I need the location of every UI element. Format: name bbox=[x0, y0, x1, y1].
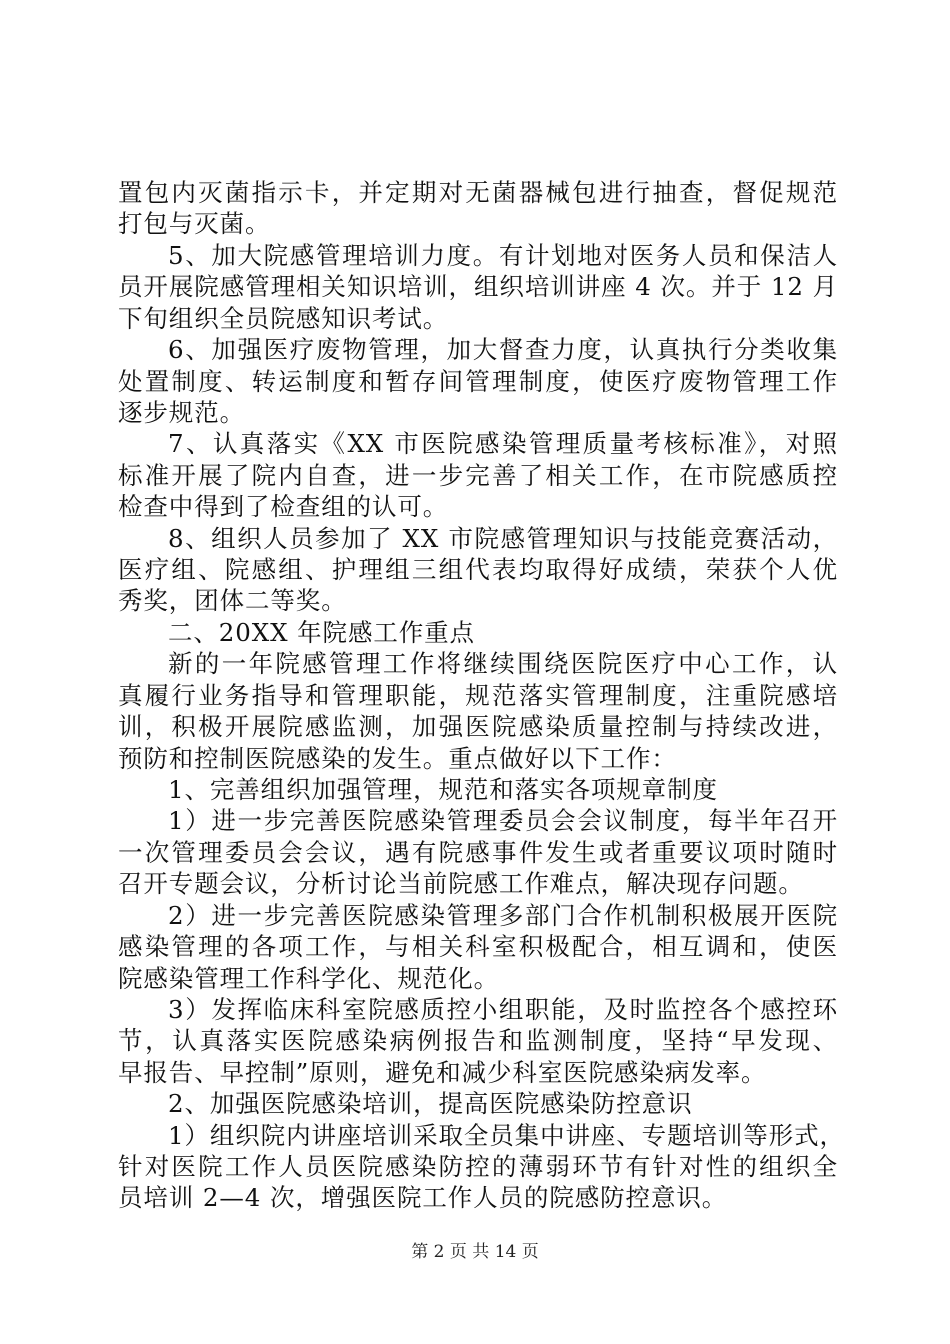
page-number-footer: 第 2 页 共 14 页 bbox=[411, 1242, 539, 1262]
paragraph-start: 5、加大院感管理培训力度。有计划地对医务人员和保洁人 bbox=[168, 241, 838, 270]
paragraph-start: 3）发挥临床科室院感质控小组职能，及时监控各个感控环 bbox=[168, 995, 838, 1024]
text-line: 标准开展了院内自查，进一步完善了相关工作，在市院感质控 bbox=[118, 461, 838, 490]
text-line: 打包与灭菌。 bbox=[118, 209, 271, 238]
text-line: 针对医院工作人员医院感染防控的薄弱环节有针对性的组织全 bbox=[118, 1152, 838, 1181]
paragraph-start: 8、组织人员参加了 XX 市院感管理知识与技能竞赛活动， bbox=[168, 524, 838, 553]
text-line: 处置制度、转运制度和暂存间管理制度，使医疗废物管理工作 bbox=[118, 367, 838, 396]
text-line: 医疗组、院感组、护理组三组代表均取得好成绩，荣获个人优 bbox=[118, 555, 838, 584]
section-heading: 二、20XX 年院感工作重点 bbox=[168, 618, 475, 647]
text-line: 置包内灭菌指示卡，并定期对无菌器械包进行抽查，督促规范 bbox=[118, 178, 838, 207]
text-line: 预防和控制医院感染的发生。重点做好以下工作： bbox=[118, 744, 677, 773]
paragraph-start: 1）组织院内讲座培训采取全员集中讲座、专题培训等形式， bbox=[168, 1121, 845, 1150]
text-line: 员开展院感管理相关知识培训，组织培训讲座 4 次。并于 12 月 bbox=[118, 272, 838, 301]
paragraph-start: 1）进一步完善医院感染管理委员会会议制度，每半年召开 bbox=[168, 806, 838, 835]
paragraph-start: 2）进一步完善医院感染管理多部门合作机制积极展开医院 bbox=[168, 901, 838, 930]
text-line: 召开专题会议，分析讨论当前院感工作难点，解决现存问题。 bbox=[118, 869, 804, 898]
paragraph-start: 6、加强医疗废物管理，加大督查力度，认真执行分类收集 bbox=[168, 335, 838, 364]
paragraph-start: 7、认真落实《XX 市医院感染管理质量考核标准》，对照 bbox=[168, 429, 838, 458]
text-line: 下旬组织全员院感知识考试。 bbox=[118, 304, 449, 333]
text-line: 一次管理委员会会议，遇有院感事件发生或者重要议项时随时 bbox=[118, 838, 838, 867]
text-line: 节，认真落实医院感染病例报告和监测制度，坚持“早发现、 bbox=[118, 1026, 838, 1055]
text-line: 感染管理的各项工作，与相关科室积极配合，相互调和，使医 bbox=[118, 932, 838, 961]
paragraph-start: 新的一年院感管理工作将继续围绕医院医疗中心工作，认 bbox=[168, 649, 838, 678]
text-line: 训，积极开展院感监测，加强医院感染质量控制与持续改进， bbox=[118, 712, 838, 741]
text-line: 逐步规范。 bbox=[118, 398, 245, 427]
text-line: 真履行业务指导和管理职能，规范落实管理制度，注重院感培 bbox=[118, 681, 838, 710]
text-line: 秀奖，团体二等奖。 bbox=[118, 586, 347, 615]
text-line: 院感染管理工作科学化、规范化。 bbox=[118, 964, 499, 993]
subsection-heading: 1、完善组织加强管理，规范和落实各项规章制度 bbox=[168, 775, 718, 804]
text-line: 检查中得到了检查组的认可。 bbox=[118, 492, 449, 521]
text-line: 员培训 2—4 次，增强医院工作人员的院感防控意识。 bbox=[118, 1183, 728, 1212]
subsection-heading: 2、加强医院感染培训，提高医院感染防控意识 bbox=[168, 1089, 693, 1118]
text-line: 早报告、早控制”原则，避免和减少科室医院感染病发率。 bbox=[118, 1058, 767, 1087]
